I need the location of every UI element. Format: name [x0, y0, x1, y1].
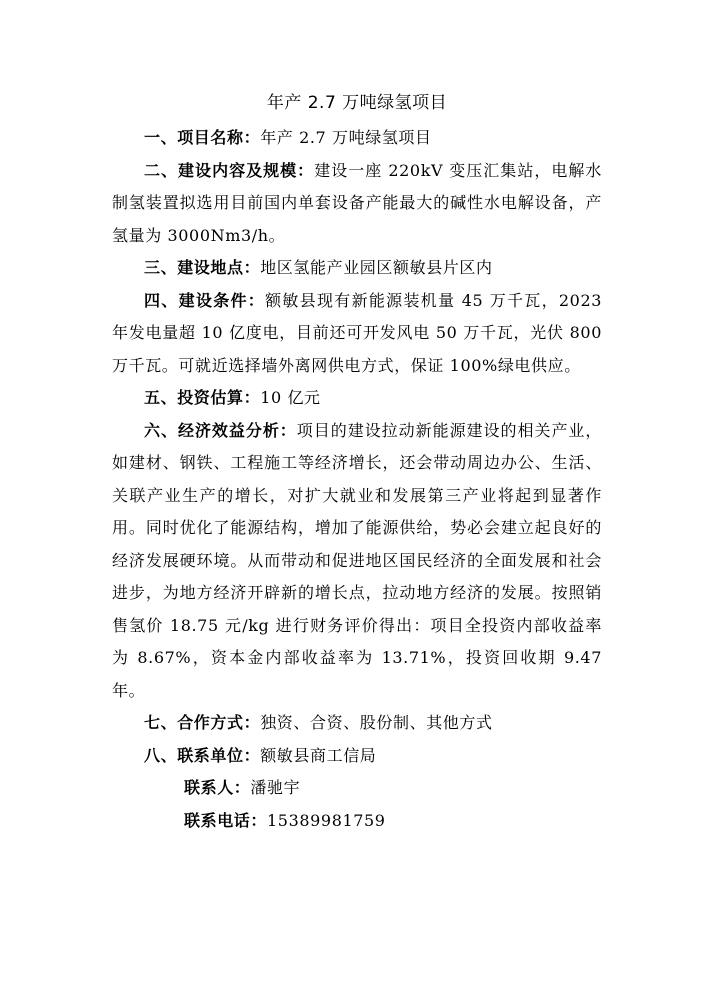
section-text: 独资、合资、股份制、其他方式: [260, 713, 493, 732]
section-construction-conditions: [112, 285, 602, 383]
section-construction-site: [112, 252, 602, 285]
section-label: 一、项目名称：: [144, 128, 261, 147]
section-text: 地区氢能产业园区额敏县片区内: [260, 258, 493, 277]
contact-person-name: 潘驰宇: [250, 778, 301, 797]
section-label: 四、建设条件：: [144, 290, 266, 310]
contact-phone: [112, 805, 602, 838]
section-project-name: [112, 122, 602, 155]
contact-phone-label: 联系电话：: [184, 810, 268, 830]
section-text: 年产 2.7 万吨绿氢项目: [260, 128, 432, 147]
document-title: 年产 2.7 万吨绿氢项目: [266, 93, 448, 113]
section-text: 额敏县现有新能源装机量 45 万千瓦，2023 年发电量超 10 亿度电，目前还可开发风电 50 万千瓦，光伏 800 万千瓦。可就近选择墙外离网供电方式，保证 100%绿电供应。: [112, 290, 602, 375]
section-label: 八、联系单位：: [144, 745, 261, 765]
contact-person: [112, 772, 602, 805]
section-text: 10 亿元: [260, 388, 321, 407]
contact-phone-number: 15389981759: [267, 810, 386, 830]
section-label: 三、建设地点：: [144, 258, 261, 277]
section-economic-analysis: [112, 415, 602, 708]
section-label: 六、经济效益分析：: [144, 420, 297, 440]
contact-person-label: 联系人：: [184, 778, 251, 797]
section-text: 建设一座 220kV 变压汇集站，电解水制氢装置拟选用目前国内单套设备产能最大的碱性水电解设备，产氢量为 3000Nm3/h。: [112, 160, 602, 245]
section-investment-estimate: [112, 382, 602, 415]
section-text: 项目的建设拉动新能源建设的相关产业，如建材、钢铁、工程施工等经济增长，还会带动周边办公、生活、关联产业生产的增长，对扩大就业和发展第三产业将起到显著作用。同时优化了能源结构，增加了能源供给，势必会建立起良好的经济发展硬环境。从而带动和促进地区国民经济的全面发展和社会进步，为地方经济开辟新的增长点，拉动地方经济的发展。按照销售氢价 18.75 元/kg 进行财务评价得出：项目全投资内部收益率为 8.67%，资本金内部收益率为 13.71%，投资回收期 9.47 年。: [112, 420, 602, 700]
section-label: 二、建设内容及规模：: [144, 160, 315, 180]
section-cooperation-mode: [112, 707, 602, 740]
section-construction-scope: [112, 155, 602, 253]
section-label: 七、合作方式：: [144, 713, 261, 732]
section-contact-unit: [112, 740, 602, 773]
section-text: 额敏县商工信局: [260, 745, 377, 765]
document-page: [112, 92, 602, 837]
section-label: 五、投资估算：: [144, 388, 261, 407]
